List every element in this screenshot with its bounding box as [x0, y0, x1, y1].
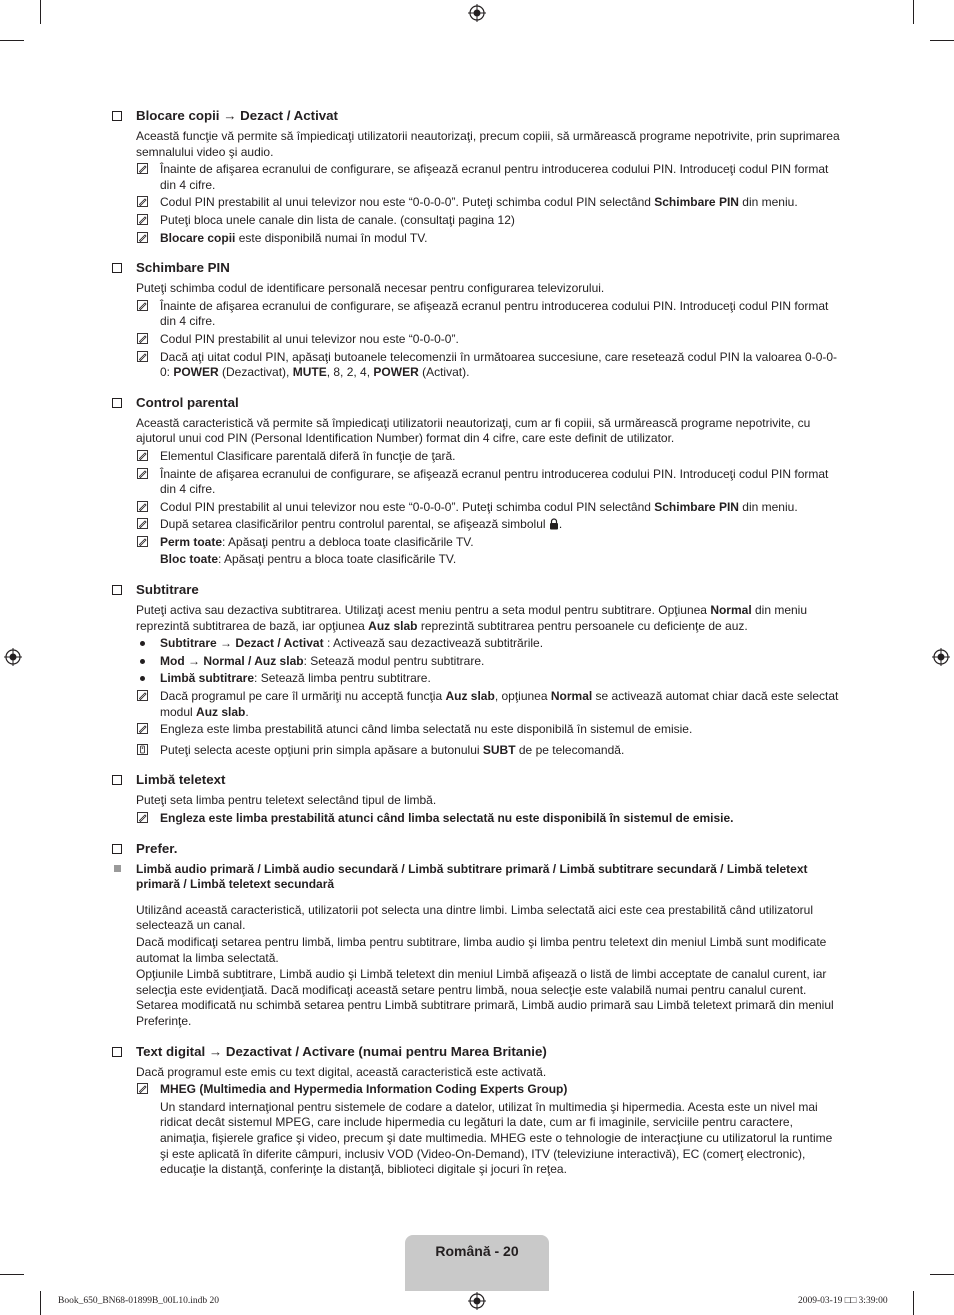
bold-text: Auz slab — [445, 689, 495, 704]
text-run: Înainte de afişarea ecranului de configurare, se afişează ecranul pentru introducerea codului PIN. Introduceţi codul PIN format din 4 cifre. — [160, 466, 829, 497]
subsection-title: Limbă audio primară / Limbă audio secundară / Limbă subtitrare primară / Limbă subtitrare secundară / Limbă teletext primară / Limbă teletext secundară — [136, 861, 808, 892]
note-icon — [137, 351, 148, 362]
bold-text: POWER — [373, 365, 419, 380]
bullet-item — [111, 671, 843, 687]
bold-text: MUTE — [292, 365, 327, 380]
bold-text: Auz slab — [368, 618, 418, 633]
note-icon — [137, 163, 148, 174]
section-heading — [111, 260, 843, 276]
bold-text: Blocare copii — [160, 230, 236, 245]
manual-section — [111, 108, 843, 246]
subsection-heading — [111, 862, 843, 893]
text-run: : Setează modul pentru subtitrare. — [303, 653, 485, 668]
bold-text: Normal — [710, 603, 752, 618]
print-slug-left: Book_650_BN68-01899B_00L10.indb 20 — [58, 1296, 219, 1306]
text-run: . — [245, 704, 249, 719]
text-run: : Setează limba pentru subtitrare. — [254, 671, 431, 686]
text-run: (Dezactivat), — [218, 365, 293, 380]
manual-page-content — [111, 108, 843, 1192]
text-run: Codul PIN prestabilit al unui televizor nou este “0-0-0-0”. Puteţi schimba codul PIN selectând — [160, 195, 655, 210]
note-item — [111, 162, 843, 193]
note-item — [111, 722, 843, 738]
section-title: Text digital → Dezactivat / Activare (numai pentru Marea Britanie) — [136, 1043, 547, 1059]
manual-section — [111, 841, 843, 1030]
note-item — [111, 811, 843, 827]
crop-mark-top-left-h — [0, 40, 24, 41]
bullet-dot-icon — [140, 641, 145, 646]
note-icon — [137, 518, 148, 529]
note-icon — [137, 333, 148, 344]
remote-icon — [137, 744, 148, 755]
text-run: Puteţi activa sau dezactiva subtitrarea. Utilizaţi acest meniu pentru a seta modul pentru subtitrare. Opţiunea — [136, 603, 711, 618]
bold-text: Auz slab — [196, 704, 246, 719]
text-run: Puteţi bloca unele canale din lista de canale. (consultaţi pagina 12) — [160, 212, 515, 227]
manual-section — [111, 772, 843, 826]
text-run: din meniu. — [738, 499, 798, 514]
bold-text: Normal — [550, 689, 593, 704]
checkbox-square-icon — [112, 398, 122, 408]
note-item — [111, 689, 843, 720]
note-item — [111, 195, 843, 211]
note-item — [111, 535, 843, 551]
text-run: Codul PIN prestabilit al unui televizor nou este “0-0-0-0”. — [160, 331, 459, 346]
section-heading — [111, 1044, 843, 1060]
text-run: : Activează sau dezactivează subtitrările. — [323, 636, 544, 651]
section-title: Prefer. — [136, 840, 178, 856]
crop-mark-bottom-left-v — [40, 1291, 41, 1315]
crop-mark-bottom-right-h — [930, 1274, 954, 1275]
note-item — [111, 332, 843, 348]
paragraph: Această caracteristică vă permite să împiedicaţi utilizatorii neautorizaţi, cum ar fi copiii, să urmărească programe nepotrivite, cu ajutorul unui cod PIN (Personal Identification Number) format din 4 cifre, care este definit de utilizator. — [136, 415, 811, 446]
section-title: Schimbare PIN — [136, 260, 230, 276]
lock-icon — [549, 518, 559, 530]
registration-mark-icon — [4, 648, 22, 666]
manual-section — [111, 395, 843, 568]
bullet-dot-icon — [140, 676, 145, 681]
section-heading — [111, 108, 843, 124]
note-icon — [137, 812, 148, 823]
text-run: , 8, 2, 4, — [326, 365, 374, 380]
bold-text: Engleza este limba prestabilită atunci când limba selectată nu este disponibilă în sistemul de emisie. — [160, 811, 734, 825]
note-icon — [137, 1083, 148, 1094]
bold-text: Schimbare PIN — [654, 499, 739, 514]
text-run: Dacă aţi uitat codul PIN, apăsaţi butoanele telecomenzii în următoarea succesiune, care resetează codul PIN la valoarea 0-0-0-0: — [160, 349, 838, 380]
section-title: Subtitrare — [136, 582, 199, 598]
paragraph: Opţiunile Limbă subtitrare, Limbă audio şi Limbă teletext din meniul Limbă afişează o listă de limbi acceptate de canalul curent, iar selecţia este evidenţiată. Dacă modificaţi această setare pentru limbă, noua selecţie este valabilă numai pentru canalul curent. Setarea modificată nu schimbă setarea pentru Limbă subtitrare primară, Limbă audio primară sau Limbă teletext primară din meniul Preferinţe. — [136, 967, 834, 1028]
note-icon — [137, 214, 148, 225]
checkbox-square-icon — [112, 844, 122, 854]
text-run: de pe telecomandă. — [515, 742, 625, 757]
note-continuation: Un standard internaţional pentru sistemele de codare a datelor, utilizat în multimedia şi hipermedia. Acesta este un nivel mai ridicat decât sistemul MPEG, care include hipermedia cu legături la date, cum ar fi imaginile, serviciile pentru caractere, animaţia, fişierele grafice şi video, precum şi date multimedia. MHEG este o tehnologie de interacţiune cu utilizatorul la runtime şi este aplicată în diferite câmpuri, inclusiv VOD (Video-On-Demand), ITV (televiziune interactivă), EC (comerţ electronic), educaţie la distanţă, conferinţe la distanţă, biblioteci digitale şi jocuri în reţea. — [160, 1099, 833, 1177]
text-run: din meniu. — [738, 195, 798, 210]
bold-text: SUBT — [482, 742, 516, 757]
note-continuation — [111, 552, 843, 568]
manual-section — [111, 260, 843, 381]
page-number-tab — [405, 1235, 549, 1291]
bold-text: Limbă subtitrare — [160, 671, 255, 686]
bold-text: Bloc toate — [160, 552, 219, 567]
section-heading — [111, 582, 843, 598]
paragraph — [111, 603, 843, 634]
text-run: se activează automat chiar dacă este selectat modul — [160, 689, 839, 719]
paragraph: Puteţi seta limba pentru teletext selectând tipul de limbă. — [136, 793, 437, 808]
note-icon — [137, 690, 148, 701]
checkbox-square-icon — [112, 263, 122, 273]
text-run: din meniu reprezintă subtitrarea de bază, iar opţiunea — [136, 603, 808, 633]
note-item — [111, 467, 843, 498]
section-heading — [111, 841, 843, 857]
registration-mark-icon — [468, 4, 486, 22]
checkbox-square-icon — [112, 775, 122, 785]
text-run: este disponibilă numai în modul TV. — [235, 230, 428, 245]
section-heading — [111, 395, 843, 411]
note-icon — [137, 723, 148, 734]
section-title: Control parental — [136, 394, 239, 410]
note-item — [111, 213, 843, 229]
text-run: Dacă programul pe care îl urmăriţi nu acceptă funcţia — [160, 689, 446, 704]
paragraph: Dacă modificaţi setarea pentru limbă, limba pentru subtitrare, limba audio şi limba pentru teletext din meniul Limbă sunt modificate automat la limba selectată. — [136, 934, 827, 965]
crop-mark-bottom-left-h — [0, 1274, 24, 1275]
note-icon — [137, 196, 148, 207]
note-icon — [137, 468, 148, 479]
paragraph: Puteţi schimba codul de identificare personală necesar pentru configurarea televizorului. — [136, 281, 605, 296]
note-item — [111, 500, 843, 516]
text-run: Engleza este limba prestabilită atunci când limba selectată nu este disponibilă în sistemul de emisie. — [160, 722, 693, 737]
note-icon — [137, 300, 148, 311]
bold-text: Mod → Normal / Auz slab — [160, 653, 304, 668]
paragraph: Această funcţie vă permite să împiedicaţi utilizatorii neautorizaţi, precum copiii, să urmărească programe nepotrivite, prin suprimarea semnalului video şi audio. — [136, 129, 840, 159]
registration-mark-icon — [932, 648, 950, 666]
text-run: . — [558, 517, 563, 532]
text-run: (Activat). — [418, 365, 470, 380]
note-icon — [137, 501, 148, 512]
note-icon — [137, 232, 148, 243]
note-icon — [137, 536, 148, 547]
crop-mark-bottom-right-v — [913, 1291, 914, 1315]
text-run: După setarea clasificărilor pentru controlul parental, se afişează simbolul — [160, 517, 549, 532]
crop-mark-top-left-v — [40, 0, 41, 24]
bold-text: MHEG (Multimedia and Hypermedia Information Coding Experts Group) — [160, 1082, 568, 1097]
remote-note-item — [111, 743, 843, 759]
registration-mark-icon — [468, 1292, 486, 1310]
note-item — [111, 350, 843, 381]
checkbox-square-icon — [112, 111, 122, 121]
text-run: Puteţi selecta aceste opţiuni prin simpla apăsare a butonului — [160, 742, 483, 757]
section-heading — [111, 772, 843, 788]
crop-mark-top-right-v — [913, 0, 914, 24]
note-icon — [137, 450, 148, 461]
note-item — [111, 449, 843, 465]
bullet-item — [111, 636, 843, 652]
paragraph: Utilizând această caracteristică, utilizatorii pot selecta una dintre limbi. Limba selectată aici este cea prestabilită când utilizatorul selectează un canal. — [136, 902, 813, 933]
bold-text: POWER — [173, 365, 219, 380]
note-item — [111, 299, 843, 330]
section-title: Blocare copii → Dezact / Activat — [136, 108, 338, 123]
section-title: Limbă teletext — [136, 772, 226, 788]
bold-text: Subtitrare → Dezact / Activat — [160, 636, 324, 651]
text-run: Elementul Clasificare parentală diferă în funcţie de ţară. — [160, 448, 456, 463]
text-run: reprezintă subtitrarea pentru persoanele cu deficienţe de auz. — [417, 618, 748, 633]
bold-text: Schimbare PIN — [654, 195, 739, 210]
crop-mark-top-right-h — [930, 40, 954, 41]
text-run: Înainte de afişarea ecranului de configurare, se afişează ecranul pentru introducerea codului PIN. Introduceţi codul PIN format din 4 cifre. — [160, 298, 829, 329]
bullet-dot-icon — [140, 659, 145, 664]
text-run: , opţiunea — [494, 689, 551, 704]
page-number-label: Română - 20 — [435, 1243, 519, 1259]
manual-section — [111, 582, 843, 758]
bold-text: Perm toate — [160, 534, 223, 549]
text-run: Înainte de afişarea ecranului de configurare, se afişează ecranul pentru introducerea codului PIN. Introduceţi codul PIN format din 4 cifre. — [160, 162, 829, 192]
note-item — [111, 231, 843, 247]
bullet-item — [111, 654, 843, 670]
manual-section — [111, 1044, 843, 1178]
checkbox-square-icon — [112, 585, 122, 595]
checkbox-square-icon — [112, 1047, 122, 1057]
text-run: : Apăsaţi pentru a debloca toate clasificările TV. — [222, 534, 474, 549]
text-run: Codul PIN prestabilit al unui televizor nou este “0-0-0-0”. Puteţi schimba codul PIN selectând — [160, 499, 655, 514]
paragraph: Dacă programul este emis cu text digital, această caracteristică este activată. — [136, 1064, 547, 1079]
grey-square-icon — [114, 865, 121, 872]
print-slug-right: 2009-03-19 □□ 3:39:00 — [798, 1296, 888, 1306]
note-item — [111, 517, 843, 533]
text-run: : Apăsaţi pentru a bloca toate clasificările TV. — [218, 552, 457, 567]
note-item — [111, 1082, 843, 1098]
